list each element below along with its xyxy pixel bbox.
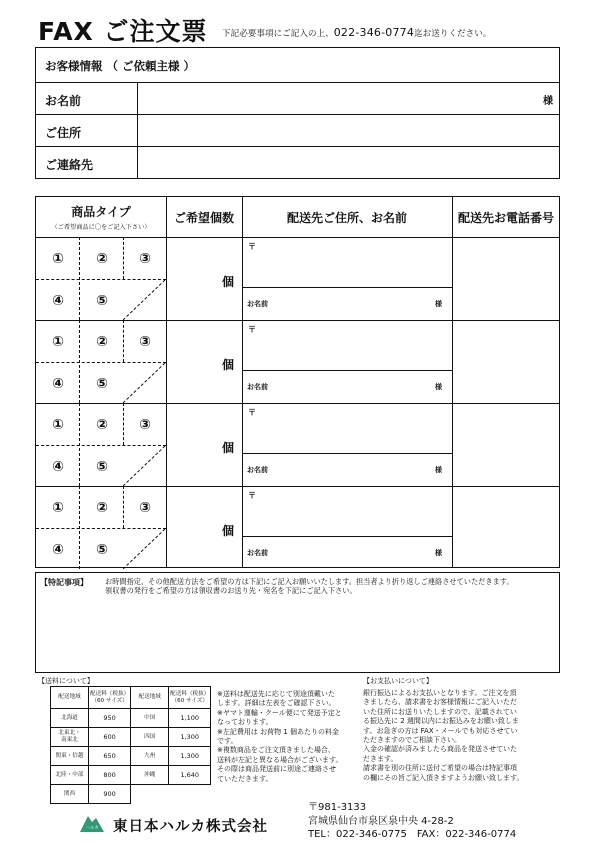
- company-address-block: [308, 801, 516, 842]
- header-quantity: [166, 197, 242, 237]
- postal-mark: 〒: [248, 242, 256, 251]
- product-option-5[interactable]: ⑤: [96, 542, 108, 558]
- shipping-note-line: ※ヤマト運輸・クール便にて発送予定と: [217, 708, 342, 717]
- product-grid-dashed-line: [79, 403, 80, 486]
- payment-note-line: 請求書を別の住所に送付ご希望の場合は特記事項: [363, 764, 517, 773]
- shipping-region: 九州: [131, 747, 169, 766]
- product-option-5[interactable]: ⑤: [96, 293, 108, 309]
- shipping-head-price-label: 配送料（税抜）: [90, 691, 130, 697]
- destination-phone-input[interactable]: [453, 487, 559, 569]
- instruction-pre: 下記必要事項にご記入の上、: [222, 29, 334, 39]
- shipping-price: 600: [89, 728, 131, 747]
- customer-heading: お客様情報 （ ご依頼主様 ）: [45, 59, 196, 73]
- product-option-3[interactable]: ③: [139, 251, 151, 267]
- destination-name-label: お名前: [247, 549, 268, 557]
- shipping-note-line: します。詳細は左表をご確認下さい。: [217, 699, 336, 708]
- destination-address-input[interactable]: [260, 487, 450, 535]
- customer-name-row: [36, 83, 559, 115]
- company-postal: 〒981-3133: [308, 802, 367, 813]
- payment-note-line: だきます。: [363, 754, 398, 763]
- header-destination: [242, 197, 452, 237]
- quantity-unit: 個: [222, 358, 235, 372]
- product-grid-dashed-line: [123, 320, 124, 362]
- product-grid-dashed-line: [123, 279, 166, 320]
- shipping-head-region: 配送地域: [51, 687, 89, 709]
- logo-text: ハルカ: [85, 826, 99, 831]
- postal-mark: 〒: [248, 325, 256, 334]
- phone-heading: 配送先お電話番号: [457, 210, 554, 225]
- destination-phone-input[interactable]: [453, 321, 559, 403]
- order-table: [35, 196, 560, 568]
- shipping-price: 800: [89, 766, 131, 785]
- product-grid-dashed-line: [79, 320, 80, 403]
- destination-name-label: お名前: [247, 383, 268, 391]
- destination-address-input[interactable]: [260, 404, 450, 452]
- shipping-region: 関西: [51, 785, 89, 804]
- shipping-note-line: ※送料は配送先に応じて別途頂戴いた: [217, 690, 335, 698]
- instruction-post: 迄お送りください。: [414, 29, 492, 39]
- product-grid-dashed-line: [79, 486, 80, 569]
- quantity-unit: 個: [222, 524, 235, 538]
- header-product-type: [36, 197, 166, 237]
- shipping-region: 北海道: [51, 709, 89, 728]
- notes-line-2: 領収書の発行をご希望の方は領収書のお送り先・宛名を下記にご記入下さい。: [105, 586, 357, 595]
- customer-info-table: [35, 47, 560, 179]
- product-option-3[interactable]: ③: [139, 417, 151, 433]
- destination-heading: 配送先ご住所、お名前: [286, 210, 407, 225]
- payment-title: 【お支払いについて】: [363, 677, 433, 685]
- shipping-note-line: ※複数商品をご注文頂きました場合、: [217, 746, 335, 755]
- shipping-row: [51, 785, 211, 804]
- destination-address-input[interactable]: [260, 238, 450, 286]
- row-divider: [137, 83, 138, 114]
- shipping-price: 1,300: [169, 747, 211, 766]
- product-option-3[interactable]: ③: [139, 334, 151, 350]
- quantity-unit: 個: [222, 441, 235, 455]
- row-divider: [137, 147, 138, 179]
- destination-divider: [242, 453, 452, 454]
- product-option-4[interactable]: ④: [52, 459, 64, 475]
- customer-contact-label: ご連絡先: [45, 158, 94, 172]
- quantity-input[interactable]: [167, 487, 241, 569]
- notes-text: [105, 577, 514, 595]
- row-divider: [137, 115, 138, 146]
- product-option-2[interactable]: ②: [96, 334, 108, 350]
- shipping-price: 900: [89, 785, 131, 804]
- fax-number: 022-346-0774: [333, 26, 415, 39]
- shipping-price: 1,300: [169, 728, 211, 747]
- destination-divider: [242, 536, 452, 537]
- shipping-note-line: 送料が左記と異なる場合がございます。: [217, 755, 343, 764]
- company-phone: TEL：022-346-0775 FAX：022-346-0774: [308, 829, 517, 840]
- quantity-unit: 個: [222, 275, 235, 289]
- column-divider: [242, 197, 243, 567]
- shipping-region: 関東・信越: [51, 747, 89, 766]
- destination-name-suffix: 様: [435, 549, 442, 557]
- postal-mark: 〒: [248, 491, 256, 500]
- product-grid-dashed-line: [123, 237, 124, 279]
- company-logo-icon: [78, 812, 106, 834]
- customer-address-label: ご住所: [45, 126, 82, 140]
- destination-name-suffix: 様: [435, 300, 442, 308]
- product-option-4[interactable]: ④: [52, 542, 64, 558]
- destination-name-label: お名前: [247, 466, 268, 474]
- customer-name-suffix: 様: [543, 96, 553, 107]
- product-grid-dashed-line: [123, 528, 166, 569]
- notes-line-1: お時間指定、その他配送方法をご希望の方は下記にご記入お願いいたします。担当者より折り返しご連絡させていただきます。: [105, 577, 514, 586]
- quantity-input[interactable]: [167, 238, 241, 320]
- shipping-head-size: （60 サイズ）: [91, 697, 128, 704]
- destination-phone-input[interactable]: [453, 404, 559, 486]
- payment-notes: [363, 689, 523, 783]
- destination-name-input[interactable]: [281, 289, 431, 319]
- payment-note-line: ただきますのでご相談下さい。: [363, 736, 461, 745]
- postal-mark: 〒: [248, 408, 256, 417]
- shipping-head-price-label-2: 配送料（税抜）: [170, 691, 210, 697]
- shipping-body: [51, 709, 211, 804]
- shipping-note-line: ていただきます。: [217, 774, 273, 783]
- destination-divider: [242, 370, 452, 371]
- quantity-heading: ご希望個数: [173, 210, 234, 225]
- shipping-note-line: その際は商品発送前に別途ご連絡させ: [217, 765, 336, 774]
- product-type-heading: 商品タイプ: [71, 205, 131, 219]
- shipping-price: 950: [89, 709, 131, 728]
- header-phone: [452, 197, 560, 237]
- product-grid-dashed-line: [123, 362, 166, 403]
- customer-name-label: お名前: [45, 94, 82, 108]
- product-type-note: （ご希望商品に〇をご記入下さい）: [51, 224, 151, 231]
- product-grid-dashed-line: [123, 486, 124, 528]
- company-name: 東日本ハルカ株式会社: [113, 819, 268, 835]
- page-title: FAX ご注文票: [38, 17, 208, 46]
- shipping-price: [169, 785, 211, 804]
- product-option-4[interactable]: ④: [52, 376, 64, 392]
- shipping-region: 北東北・ 南東北: [51, 728, 89, 747]
- product-option-1[interactable]: ①: [52, 500, 64, 516]
- payment-note-line: す。お急ぎの方は FAX・メールでも対応させてい: [363, 726, 518, 735]
- shipping-price: 1,640: [169, 766, 211, 785]
- payment-note-line: 入金の確認が済みましたら商品を発送させていた: [363, 745, 517, 754]
- shipping-note-line: です。: [217, 737, 238, 746]
- shipping-head-price: [89, 687, 131, 709]
- destination-phone-input[interactable]: [453, 238, 559, 320]
- destination-name-label: お名前: [247, 300, 268, 308]
- product-option-2[interactable]: ②: [96, 500, 108, 516]
- payment-note-line: きましたら、請求書をお客様情報にご記入いただ: [363, 698, 517, 707]
- destination-divider: [242, 287, 452, 288]
- shipping-row: [51, 709, 211, 728]
- customer-heading-row: [36, 48, 559, 83]
- destination-name-input[interactable]: [281, 538, 431, 568]
- product-option-1[interactable]: ①: [52, 251, 64, 267]
- quantity-input[interactable]: [167, 404, 241, 486]
- shipping-note-line: ※左記費用は お荷物 1 個あたりの料金: [217, 727, 339, 736]
- product-option-2[interactable]: ②: [96, 251, 108, 267]
- destination-name-suffix: 様: [435, 383, 442, 391]
- destination-name-input[interactable]: [281, 372, 431, 402]
- destination-address-input[interactable]: [260, 321, 450, 369]
- payment-note-line: る振込先に 2 週間以内にお振込みをお願い致しま: [363, 717, 519, 726]
- shipping-notes: [217, 690, 342, 784]
- product-option-1[interactable]: ①: [52, 334, 64, 350]
- instruction-text: [222, 26, 491, 39]
- shipping-note-line: なっております。: [217, 718, 273, 727]
- notes-box: [35, 572, 560, 673]
- shipping-row: [51, 766, 211, 785]
- shipping-region: 北陸・中部: [51, 766, 89, 785]
- shipping-region: 沖縄: [131, 766, 169, 785]
- payment-note-line: いた住所にお送りいたしますので、記載されてい: [363, 707, 517, 716]
- shipping-row: [51, 728, 211, 747]
- shipping-head-region-2: 配送地域: [131, 687, 169, 709]
- shipping-title: 【送料について】: [38, 677, 94, 685]
- shipping-head-size-2: （60 サイズ）: [171, 697, 208, 704]
- header: [38, 12, 568, 46]
- product-option-2[interactable]: ②: [96, 417, 108, 433]
- product-option-4[interactable]: ④: [52, 293, 64, 309]
- company-address: 宮城県仙台市泉区泉中央 4-28-2: [308, 815, 454, 827]
- destination-name-input[interactable]: [281, 455, 431, 485]
- shipping-region: 中国: [131, 709, 169, 728]
- customer-address-row: [36, 115, 559, 147]
- shipping-header-row: [51, 687, 211, 709]
- shipping-region: 四国: [131, 728, 169, 747]
- shipping-price: 1,100: [169, 709, 211, 728]
- product-option-3[interactable]: ③: [139, 500, 151, 516]
- quantity-input[interactable]: [167, 321, 241, 403]
- product-grid-dashed-line: [123, 403, 124, 445]
- destination-name-suffix: 様: [435, 466, 442, 474]
- product-option-1[interactable]: ①: [52, 417, 64, 433]
- product-option-5[interactable]: ⑤: [96, 459, 108, 475]
- customer-contact-row: [36, 147, 559, 179]
- payment-note-line: 銀行振込によるお支払いとなります。ご注文を頂: [363, 689, 517, 697]
- shipping-head-price-2: [169, 687, 211, 709]
- shipping-table: [50, 686, 211, 804]
- shipping-region: [131, 785, 169, 804]
- product-option-5[interactable]: ⑤: [96, 376, 108, 392]
- product-grid-dashed-line: [123, 445, 166, 486]
- shipping-row: [51, 747, 211, 766]
- notes-label: 【特記事項】: [40, 578, 88, 587]
- product-grid-dashed-line: [79, 237, 80, 320]
- shipping-price: 650: [89, 747, 131, 766]
- payment-note-line: の欄にその旨ご記入頂きますようお願い致します。: [363, 773, 524, 782]
